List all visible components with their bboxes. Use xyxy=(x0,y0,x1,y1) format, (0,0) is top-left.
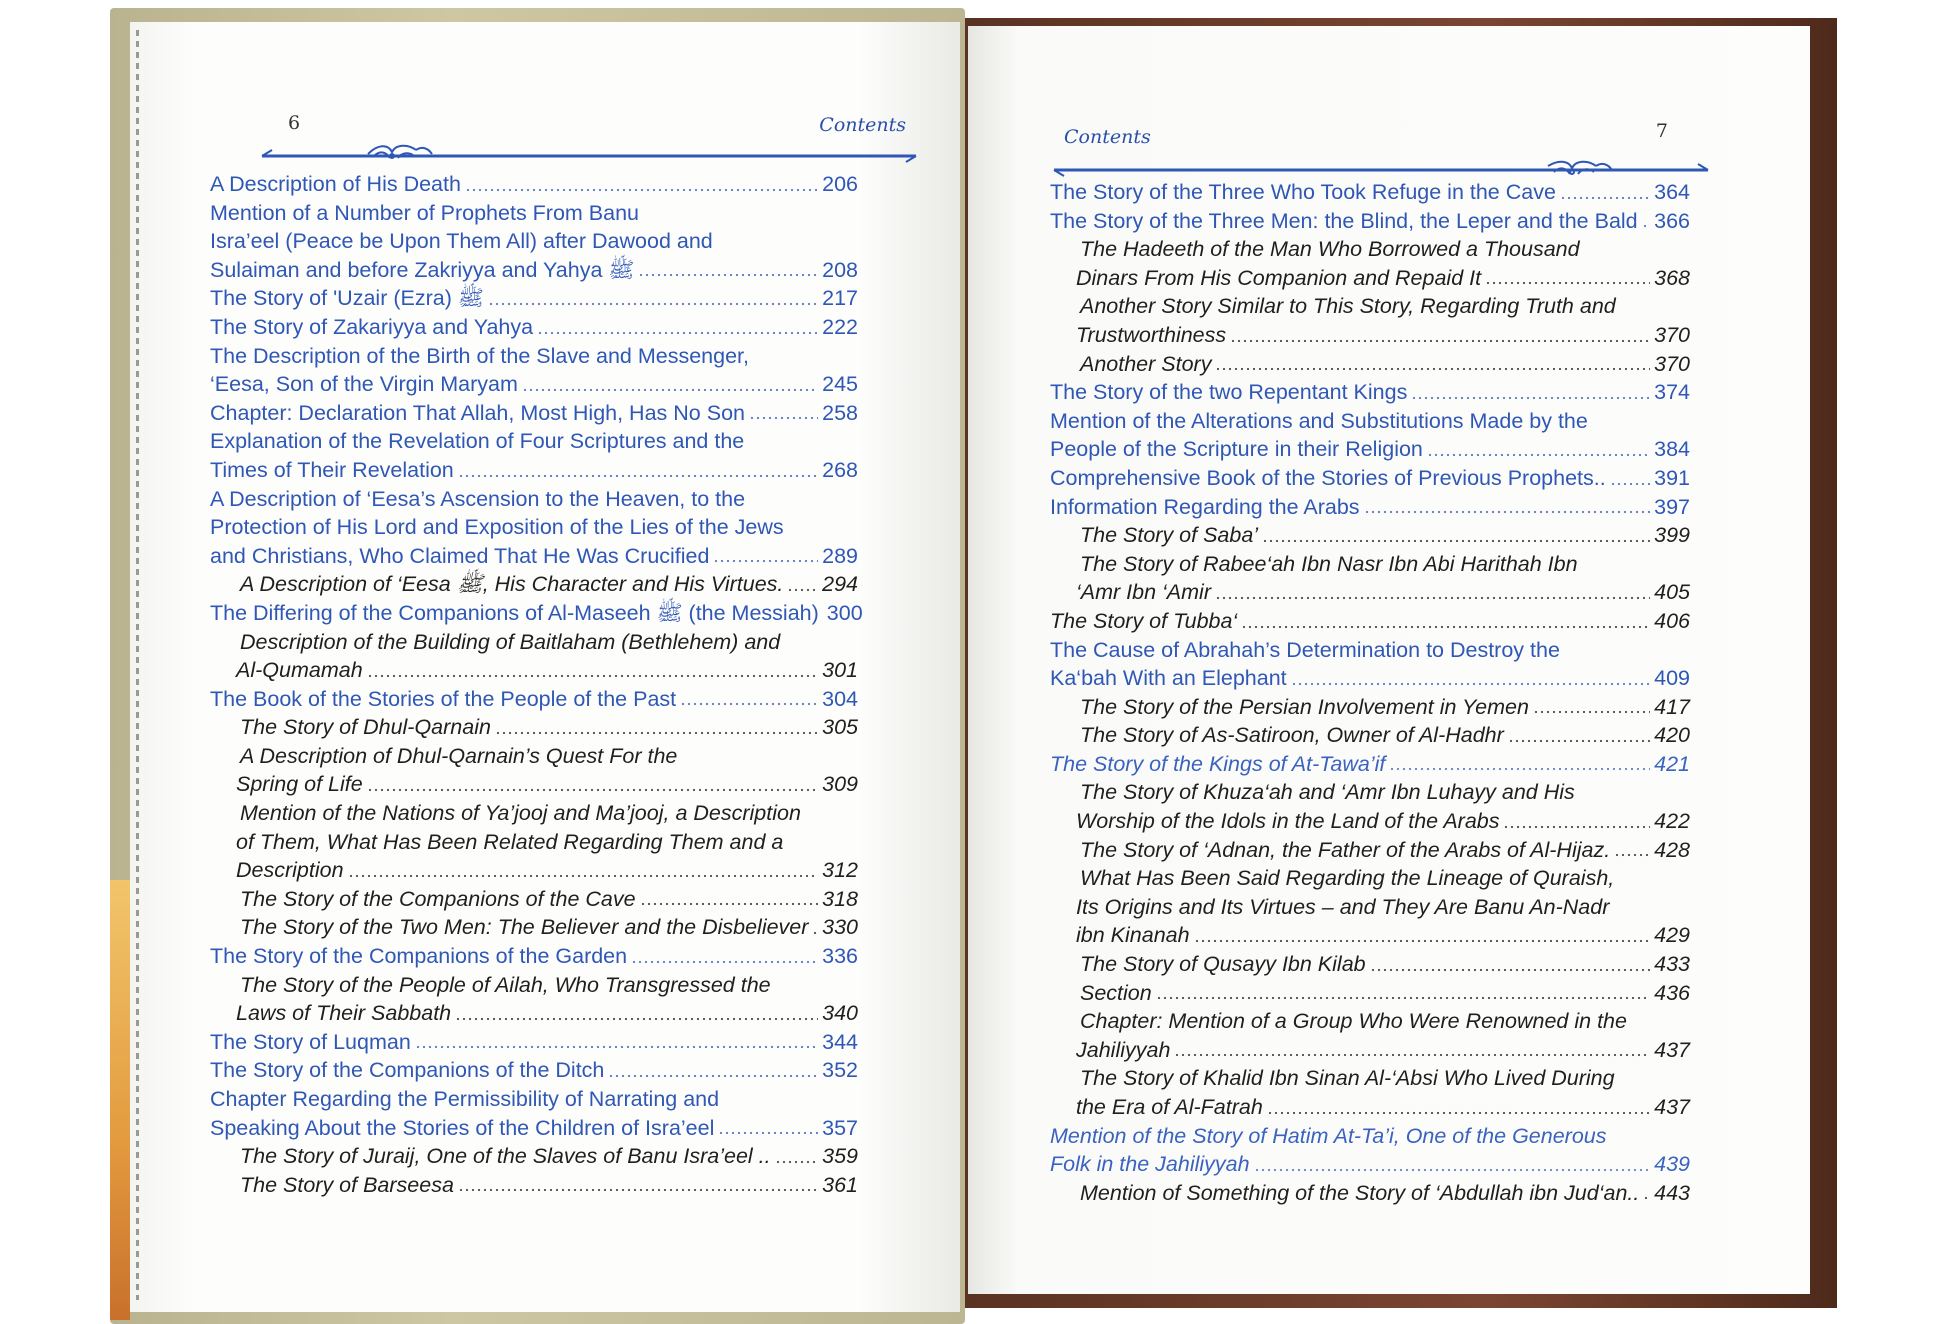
toc-entry-title: The Story of Saba’ xyxy=(1080,523,1259,548)
dot-leader xyxy=(1291,682,1650,686)
toc-entry xyxy=(210,799,858,885)
toc-entry xyxy=(1050,778,1690,835)
toc-entry-title: Information Regarding the Arabs xyxy=(1050,494,1360,519)
toc-entry-title-line: What Has Been Said Regarding the Lineage of Quraish, xyxy=(1080,866,1615,891)
dot-leader xyxy=(348,874,819,878)
toc-entry-row xyxy=(1050,950,1690,979)
toc-entry xyxy=(1050,178,1690,207)
toc-entry xyxy=(210,971,858,1028)
dot-leader xyxy=(415,1045,818,1049)
toc-entry xyxy=(1050,493,1690,522)
dot-leader xyxy=(631,960,818,964)
toc-entry xyxy=(1050,235,1690,292)
toc-entry-row xyxy=(210,713,858,742)
toc-page-number: 330 xyxy=(822,915,858,940)
toc-entry-row xyxy=(1050,521,1690,550)
toc-entry xyxy=(210,885,858,914)
toc-entry-row xyxy=(1050,979,1690,1008)
toc-entry-title: The Story of As-Satiroon, Owner of Al-Hadhr xyxy=(1080,723,1504,748)
page-number: 7 xyxy=(1655,120,1668,142)
toc-entry-title: The Story of Dhul-Qarnain xyxy=(240,715,491,740)
toc-entry-title: Al-Qumamah xyxy=(236,658,363,683)
toc-entry-title-line: The Cause of Abrahah’s Determination to Destroy the xyxy=(1050,637,1560,662)
dot-leader xyxy=(1241,625,1650,629)
toc-entry xyxy=(210,942,858,971)
toc-entry-row xyxy=(1050,435,1690,464)
toc-page-number: 206 xyxy=(822,172,858,196)
toc-entry-title-line: Explanation of the Revelation of Four Scriptures and the xyxy=(210,429,745,454)
toc-entry xyxy=(210,342,858,399)
toc-entry-title: The Story of Juraij, One of the Slaves of Banu Isra’eel .. xyxy=(240,1144,771,1169)
toc-entry-title-line: Another Story Similar to This Story, Regarding Truth and xyxy=(1080,294,1616,319)
toc-entry-title-line: Description of the Building of Baitlaham (Bethlehem) and xyxy=(240,629,781,654)
toc-entry xyxy=(210,1142,858,1171)
toc-page-number: 399 xyxy=(1654,523,1690,548)
toc-entry-row xyxy=(210,942,858,971)
dot-leader xyxy=(495,731,818,735)
toc-page-number: 268 xyxy=(822,457,858,482)
ornamental-rule-icon xyxy=(260,140,920,168)
toc-entry xyxy=(1050,521,1690,550)
toc-entry xyxy=(1050,636,1690,693)
toc-entry-title: The Story of Barseesa xyxy=(240,1172,454,1197)
toc-entry xyxy=(1050,836,1690,865)
toc-page-number: 439 xyxy=(1654,1152,1690,1177)
toc-entry xyxy=(210,628,858,685)
toc-entry xyxy=(1050,1179,1690,1208)
toc-entry-row xyxy=(1050,378,1690,407)
dot-leader xyxy=(367,674,818,678)
dot-leader xyxy=(465,188,818,192)
dot-leader xyxy=(812,931,818,935)
toc-entry-title-line: The Story of Rabee‘ah Ibn Nasr Ibn Abi Harithah Ibn xyxy=(1080,551,1578,576)
toc-entry-title-line: Mention of the Alterations and Substitutions Made by the xyxy=(1050,408,1588,433)
toc-entry-row xyxy=(1050,207,1690,236)
toc-entry-title: The Story of the two Repentant Kings xyxy=(1050,380,1408,405)
toc-entry-title: Section xyxy=(1080,980,1152,1005)
toc-page-number: 357 xyxy=(822,1115,858,1140)
toc-page-number: 374 xyxy=(1654,380,1690,405)
toc-page-number: 437 xyxy=(1654,1095,1690,1119)
toc-page-number: 352 xyxy=(822,1058,858,1083)
toc-entry-title: The Story of the Three Men: the Blind, the Leper and the Bald xyxy=(1050,208,1638,233)
dot-leader xyxy=(638,273,818,277)
toc-entry xyxy=(210,485,858,571)
dot-leader xyxy=(1230,339,1650,343)
toc-entry-title: A Description of His Death xyxy=(210,172,461,196)
toc-entry-title: The Story of the Persian Involvement in Yemen xyxy=(1080,694,1529,719)
toc-page-number: 245 xyxy=(822,372,858,397)
toc-entry-title: People of the Scripture in their Religion xyxy=(1050,437,1423,462)
toc-entry xyxy=(210,1085,858,1142)
dot-leader xyxy=(787,588,818,592)
dot-leader xyxy=(1614,853,1650,857)
toc-entry xyxy=(210,742,858,799)
toc-entry xyxy=(1050,1122,1690,1179)
toc-entry-title-line: Its Origins and Its Virtues – and They Are Banu An-Nadr xyxy=(1076,894,1610,919)
dot-leader xyxy=(367,788,818,792)
toc-entry xyxy=(210,713,858,742)
toc-entry-title: The Story of the Kings of At-Tawa’if xyxy=(1050,751,1386,776)
dot-leader xyxy=(680,702,818,706)
toc-entry-row xyxy=(210,885,858,914)
toc-entry-title: Mention of Something of the Story of ‘Abdullah ibn Jud‘an.. xyxy=(1080,1180,1640,1205)
toc-entry xyxy=(210,284,858,313)
dot-leader xyxy=(522,388,818,392)
toc-page-number: 304 xyxy=(822,686,858,711)
right-page-header xyxy=(1052,118,1712,178)
toc-entry xyxy=(1050,550,1690,607)
toc-entry-title: ‘Amr Ibn ‘Amir xyxy=(1076,580,1211,605)
dot-leader xyxy=(1503,825,1650,829)
toc-entry xyxy=(210,427,858,484)
toc-page-number: 370 xyxy=(1654,351,1690,376)
toc-entry-title-line: A Description of ‘Eesa’s Ascension to the Heaven, to the xyxy=(210,486,746,511)
toc-entry xyxy=(210,599,863,628)
dot-leader xyxy=(1485,281,1650,285)
toc-entry xyxy=(1050,693,1690,722)
toc-entry-title-line: Mention of the Story of Hatim At-Ta’i, One of the Generous xyxy=(1050,1123,1607,1148)
dot-leader xyxy=(458,474,818,478)
toc-page-number: 437 xyxy=(1654,1037,1690,1062)
toc-entry-title-line: Chapter Regarding the Permissibility of Narrating and xyxy=(210,1087,720,1111)
toc-page-number: 305 xyxy=(822,715,858,740)
toc-page-number: 417 xyxy=(1654,694,1690,719)
toc-page-number: 370 xyxy=(1654,322,1690,347)
dot-leader xyxy=(1560,196,1650,200)
toc-entry xyxy=(210,1056,858,1085)
toc-page-number: 217 xyxy=(822,286,858,311)
toc-entry-row xyxy=(210,770,858,799)
toc-entry xyxy=(210,313,858,342)
dot-leader xyxy=(1610,482,1650,486)
toc-entry xyxy=(1050,979,1690,1008)
toc-entry-row xyxy=(1050,921,1690,950)
toc-entry-row xyxy=(210,913,858,942)
dot-leader xyxy=(1508,739,1650,743)
toc-entry xyxy=(1050,1007,1690,1064)
toc-entry-title: The Story of ‘Adnan, the Father of the Arabs of Al-Hijaz. xyxy=(1080,837,1611,862)
toc-page-number: 405 xyxy=(1654,580,1690,605)
toc-page-number: 344 xyxy=(822,1029,858,1054)
toc-entry-title-line: Mention of the Nations of Ya’jooj and Ma’jooj, a Description xyxy=(240,801,801,826)
dot-leader xyxy=(1194,939,1651,943)
toc-entry-row xyxy=(1050,664,1690,693)
dot-leader xyxy=(608,1074,818,1078)
toc-page-number: 222 xyxy=(822,314,858,339)
toc-entry xyxy=(210,913,858,942)
toc-entry-title: The Story of 'Uzair (Ezra) ﷺ xyxy=(210,286,484,311)
toc-entry-title: The Story of the Companions of the Ditch xyxy=(210,1058,605,1083)
toc-entry-title: The Story of the Two Men: The Believer and the Disbeliever xyxy=(240,915,809,940)
header-title: Contents xyxy=(819,114,906,136)
toc-entry xyxy=(1050,292,1690,349)
toc-entry xyxy=(1050,607,1690,636)
toc-entry-title: The Story of Luqman xyxy=(210,1029,411,1054)
toc-page-number: 421 xyxy=(1654,751,1690,776)
dot-leader xyxy=(1267,1111,1650,1115)
toc-entry-title-line: The Story of Khuza‘ah and ‘Amr Ibn Luhayy and His xyxy=(1080,780,1575,805)
toc-entry-title: The Story of the Companions of the Garden xyxy=(210,944,628,969)
toc-page-number: 366 xyxy=(1654,208,1690,233)
left-page-header xyxy=(260,112,920,172)
toc-entry-title-line: Isra’eel (Peace be Upon Them All) after Dawood and xyxy=(210,229,713,254)
toc-page-number: 364 xyxy=(1654,180,1690,204)
toc-entry-title-line: of Them, What Has Been Related Regarding Them and a xyxy=(236,829,784,854)
dot-leader xyxy=(1411,396,1650,400)
toc-entry xyxy=(1050,750,1690,779)
toc-entry xyxy=(1050,378,1690,407)
cover-edge-artwork xyxy=(110,880,130,1320)
toc-page-number: 208 xyxy=(822,257,858,282)
toc-entry-title: Description xyxy=(236,858,344,883)
toc-entry-title: Comprehensive Book of the Stories of Previous Prophets.. xyxy=(1050,465,1606,490)
dot-leader xyxy=(718,1131,818,1135)
right-page xyxy=(968,26,1810,1294)
toc-page-number: 359 xyxy=(822,1144,858,1169)
dot-leader xyxy=(1156,996,1650,1000)
toc-entry-row xyxy=(1050,493,1690,522)
toc-page-number: 420 xyxy=(1654,723,1690,748)
toc-entry-row xyxy=(210,399,858,428)
toc-entry-row xyxy=(210,856,858,885)
toc-entry-row xyxy=(210,1142,858,1171)
toc-entry-row xyxy=(210,570,858,599)
toc-page-number: 361 xyxy=(822,1172,858,1197)
toc-entry-row xyxy=(210,599,863,628)
toc-entry-title-line: The Description of the Birth of the Slave and Messenger, xyxy=(210,343,749,368)
toc-entry xyxy=(210,570,858,599)
toc-entry-row xyxy=(1050,1093,1690,1122)
toc-entry-title: the Era of Al-Fatrah xyxy=(1076,1095,1263,1119)
toc-entry-title: Speaking About the Stories of the Children of Isra’eel xyxy=(210,1115,715,1140)
binding-stitch xyxy=(136,30,139,1300)
toc-entry-row xyxy=(210,284,858,313)
toc-entry-title: and Christians, Who Claimed That He Was Crucified xyxy=(210,543,710,568)
toc-entry-row xyxy=(1050,1179,1690,1208)
toc-page-number: 443 xyxy=(1654,1180,1690,1205)
toc-entry xyxy=(1050,1064,1690,1121)
toc-entry-title: A Description of ‘Eesa ﷺ, His Character and His Virtues. xyxy=(240,572,784,597)
toc-entry-title: Laws of Their Sabbath xyxy=(236,1001,452,1026)
toc-entry-row xyxy=(210,256,858,285)
dot-leader xyxy=(458,1188,818,1192)
toc-entry-row xyxy=(210,542,858,571)
toc-entry-title: The Story of the Three Who Took Refuge in the Cave xyxy=(1050,180,1556,204)
toc-page-number: 300 xyxy=(826,600,863,625)
toc-entry-row xyxy=(210,656,858,685)
toc-page-number: 258 xyxy=(822,400,858,425)
toc-entry xyxy=(1050,407,1690,464)
toc-page-number: 294 xyxy=(822,572,858,597)
toc-entry-title: Ka‘bah With an Elephant xyxy=(1050,666,1287,691)
toc-entry-title: Another Story xyxy=(1080,351,1212,376)
toc-entry-title-line: A Description of Dhul-Qarnain’s Quest For the xyxy=(240,743,678,768)
toc-page-number: 409 xyxy=(1654,666,1690,691)
toc-entry xyxy=(1050,950,1690,979)
toc-entry-row xyxy=(210,1056,858,1085)
toc-entry-row xyxy=(1050,350,1690,379)
toc-entry-title-line: Chapter: Mention of a Group Who Were Renowned in the xyxy=(1080,1009,1627,1034)
toc-entry-row xyxy=(1050,1150,1690,1179)
dot-leader xyxy=(1364,510,1651,514)
dot-leader xyxy=(1533,710,1650,714)
toc-entry xyxy=(210,199,858,285)
dot-leader xyxy=(1254,1168,1651,1172)
toc-entry xyxy=(1050,721,1690,750)
dot-leader xyxy=(1215,367,1650,371)
toc-entry-title-line: The Hadeeth of the Man Who Borrowed a Thousand xyxy=(1080,237,1580,262)
toc-entry-row xyxy=(210,456,858,485)
dot-leader xyxy=(775,1160,819,1164)
toc-entry-title: Folk in the Jahiliyyah xyxy=(1050,1152,1250,1177)
toc-entry-title: Sulaiman and before Zakriyya and Yahya ﷺ xyxy=(210,257,635,282)
toc-entry-title-line: Protection of His Lord and Exposition of the Lies of the Jews xyxy=(210,515,784,540)
toc-page-number: 340 xyxy=(822,1001,858,1026)
toc-entry-title: Chapter: Declaration That Allah, Most High, Has No Son xyxy=(210,400,745,425)
toc-entry-title-line: The Story of Khalid Ibn Sinan Al-‘Absi Who Lived During xyxy=(1080,1066,1615,1091)
toc-entry xyxy=(210,685,858,714)
toc-entry-row xyxy=(210,370,858,399)
toc-entry-title: Times of Their Revelation xyxy=(210,457,454,482)
toc-entry-row xyxy=(1050,693,1690,722)
toc-entry-row xyxy=(1050,750,1690,779)
toc-entry-row xyxy=(210,313,858,342)
toc-entry-title: The Story of Tubba‘ xyxy=(1050,608,1238,633)
dot-leader xyxy=(1427,453,1650,457)
dot-leader xyxy=(1174,1053,1650,1057)
toc-entry-row xyxy=(210,170,858,199)
toc-entry-title: The Story of Qusayy Ibn Kilab xyxy=(1080,952,1366,977)
toc-entry-row xyxy=(210,1114,858,1143)
toc-entry xyxy=(210,1171,858,1200)
toc-page-number: 428 xyxy=(1654,837,1690,862)
dot-leader xyxy=(1642,224,1650,228)
dot-leader xyxy=(537,331,818,335)
toc-page-number: 368 xyxy=(1654,265,1690,290)
dot-leader xyxy=(1389,767,1650,771)
toc-entry-title: ibn Kinanah xyxy=(1076,923,1190,948)
dot-leader xyxy=(1643,1196,1650,1200)
dot-leader xyxy=(749,416,818,420)
toc-entry-row xyxy=(210,1028,858,1057)
toc-entry-title: The Book of the Stories of the People of the Past xyxy=(210,686,677,711)
toc-entry xyxy=(1050,207,1690,236)
dot-leader xyxy=(640,902,819,906)
toc-entry-title: The Differing of the Companions of Al-Maseeh ﷺ (the Messiah) xyxy=(210,600,819,625)
toc-page-number: 436 xyxy=(1654,980,1690,1005)
toc-entry xyxy=(1050,350,1690,379)
toc-page-number: 309 xyxy=(822,772,858,797)
left-page xyxy=(130,22,960,1312)
dot-leader xyxy=(1262,539,1650,543)
toc-entry-row xyxy=(1050,721,1690,750)
toc-entry-title: Trustworthiness xyxy=(1076,322,1227,347)
dot-leader xyxy=(1370,968,1651,972)
toc-entry-row xyxy=(1050,807,1690,836)
toc-entry xyxy=(210,399,858,428)
toc-entry-row xyxy=(1050,836,1690,865)
toc-entry-row xyxy=(210,685,858,714)
toc-entry-row xyxy=(1050,178,1690,207)
toc-page-number: 318 xyxy=(822,886,858,911)
toc-entry-row xyxy=(1050,464,1690,493)
toc-entry-row xyxy=(1050,321,1690,350)
toc-entry xyxy=(210,170,858,199)
toc-page-number: 406 xyxy=(1654,608,1690,633)
toc-page-number: 289 xyxy=(822,543,858,568)
toc-entry xyxy=(1050,864,1690,950)
toc-entry-row xyxy=(1050,607,1690,636)
toc-entry-row xyxy=(210,999,858,1028)
page-number: 6 xyxy=(288,112,301,134)
toc-entry-row xyxy=(1050,1036,1690,1065)
toc-page-number: 384 xyxy=(1654,437,1690,462)
toc-page-number: 301 xyxy=(822,658,858,683)
toc-entry-title: The Story of the Companions of the Cave xyxy=(240,886,636,911)
right-toc-list xyxy=(1050,178,1690,1207)
left-toc-list xyxy=(210,170,863,1199)
toc-entry xyxy=(1050,464,1690,493)
toc-entry-row xyxy=(210,1171,858,1200)
dot-leader xyxy=(713,559,818,563)
toc-entry-row xyxy=(1050,578,1690,607)
toc-page-number: 391 xyxy=(1654,465,1690,490)
toc-page-number: 397 xyxy=(1654,494,1690,519)
toc-page-number: 422 xyxy=(1654,809,1690,834)
toc-entry xyxy=(210,1028,858,1057)
toc-page-number: 433 xyxy=(1654,952,1690,977)
dot-leader xyxy=(488,302,818,306)
toc-entry-row xyxy=(1050,264,1690,293)
toc-page-number: 336 xyxy=(822,944,858,969)
toc-entry-title-line: Mention of a Number of Prophets From Banu xyxy=(210,200,640,225)
header-title: Contents xyxy=(1064,126,1151,148)
toc-page-number: 312 xyxy=(822,858,858,883)
toc-entry-title: ‘Eesa, Son of the Virgin Maryam xyxy=(210,372,518,397)
toc-page-number: 429 xyxy=(1654,923,1690,948)
toc-entry-title: Worship of the Idols in the Land of the Arabs xyxy=(1076,809,1500,834)
toc-entry-title: Jahiliyyah xyxy=(1076,1037,1171,1062)
dot-leader xyxy=(455,1017,818,1021)
dot-leader xyxy=(1215,596,1650,600)
toc-entry-title: Dinars From His Companion and Repaid It xyxy=(1076,265,1482,290)
toc-entry-title: The Story of Zakariyya and Yahya xyxy=(210,314,534,339)
toc-entry-title-line: The Story of the People of Ailah, Who Transgressed the xyxy=(240,972,771,997)
toc-entry-title: Spring of Life xyxy=(236,772,363,797)
